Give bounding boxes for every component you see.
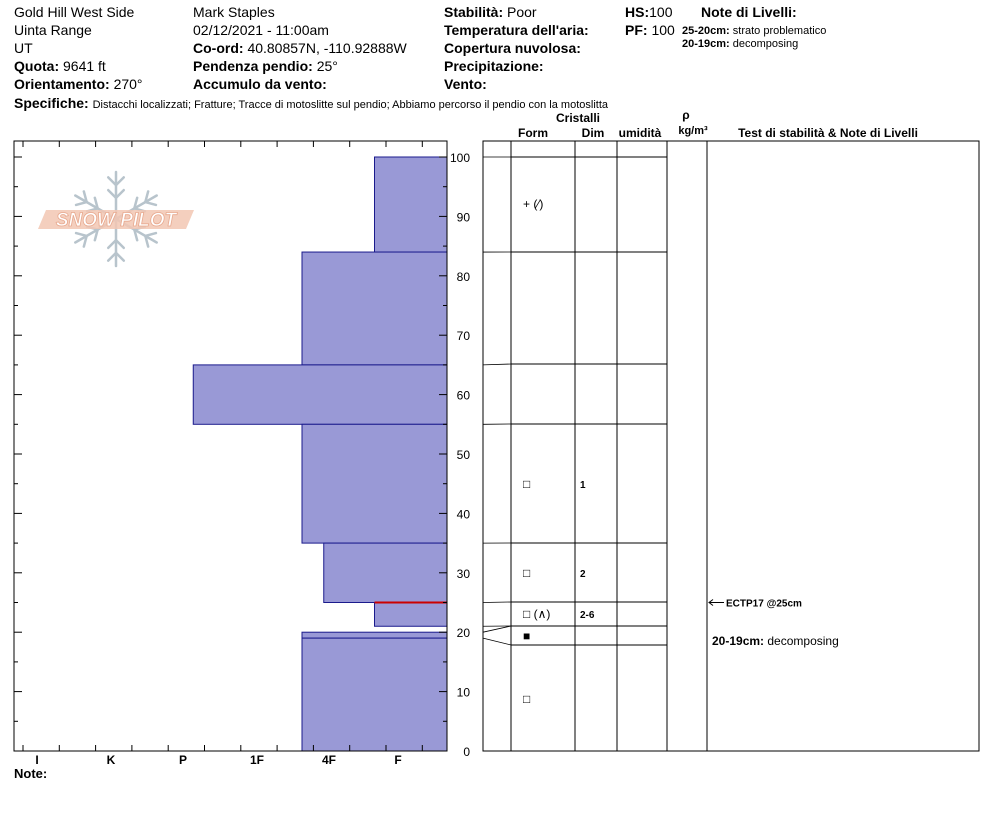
stability-test-label: ECTP17 @25cm [726, 598, 802, 610]
snowflake-branch [76, 202, 87, 205]
crystal-form-symbol: + (⁄) [523, 197, 544, 211]
depth-tick-label: 40 [456, 507, 470, 522]
elevation-value: 9641 ft [63, 58, 106, 74]
notes-label: Note: [14, 766, 48, 781]
snowpilot-logo [38, 172, 194, 266]
layer-note-text: decomposing [732, 38, 799, 50]
rho-header: ρ [682, 108, 690, 122]
snowflake-branch [76, 233, 87, 236]
layer-connector [483, 364, 511, 365]
air-temp-label: Temperatura dell'aria: [444, 22, 589, 38]
observer-name: Mark Staples [193, 4, 275, 20]
test-annotations [709, 599, 839, 649]
range-name: Uinta Range [14, 22, 92, 38]
hs-value: 100 [649, 4, 673, 20]
hardness-tick-label: 1F [249, 753, 265, 767]
depth-tick-label: 80 [456, 269, 470, 284]
layer-note-entry [712, 634, 839, 648]
hardness-axis [35, 753, 401, 767]
hardness-tick-label: 4F [321, 753, 337, 767]
layer-notes-label: Note di Livelli: [701, 4, 797, 20]
hardness-bar [302, 632, 447, 638]
layer-note-entry-depth: 20-19cm: [712, 634, 768, 648]
depth-tick-label: 50 [456, 448, 470, 462]
pf-value: 100 [651, 22, 675, 38]
hardness-bar [375, 603, 448, 627]
depth-tick-label: 20 [456, 626, 470, 641]
snowflake-branch [145, 233, 156, 236]
layer-connector [483, 602, 511, 603]
size-header: Dim [581, 126, 605, 140]
depth-tick-label: 0 [463, 745, 470, 759]
layer-note-depth: 20-19cm: [682, 38, 730, 50]
crystal-form-symbol: ■ [523, 629, 531, 643]
moisture-header: umidità [618, 126, 662, 140]
observation-datetime: 02/12/2021 - 11:00am [193, 22, 329, 38]
coord-label: Co-ord: [193, 40, 244, 56]
form-header: Form [518, 126, 548, 140]
wind-loading-label: Accumulo da vento: [193, 76, 327, 92]
coord-value: 40.80857N, -110.92888W [247, 40, 407, 56]
depth-tick-label: 30 [456, 566, 470, 581]
crystals-header: Cristalli [555, 111, 601, 125]
layer-note-entry-text: decomposing [767, 634, 839, 648]
state-name: UT [14, 40, 33, 56]
density-header: kg/m³ [678, 125, 708, 137]
crystal-form-symbol: □ (∧) [523, 607, 551, 621]
layer-note-depth: 25-20cm: [682, 25, 730, 37]
hardness-bars [193, 157, 447, 751]
specifics-label: Specifiche: [14, 95, 89, 111]
hardness-tick-label: I [35, 753, 39, 767]
hardness-tick-label: F [394, 753, 402, 767]
pf-label: PF: [625, 22, 648, 38]
hardness-bar [302, 424, 447, 543]
layer-note-text: strato problematico [732, 25, 827, 37]
hardness-bar [302, 252, 447, 365]
crystal-size: 2 [580, 569, 586, 580]
hardness-bar [193, 365, 447, 424]
depth-tick-label: 10 [456, 685, 470, 700]
precip-label: Precipitazione: [444, 58, 544, 74]
location-name: Gold Hill West Side [14, 4, 135, 20]
layer-connectors [483, 157, 511, 645]
crystal-form-symbol: □ [523, 692, 531, 706]
logo-text: SNOW PILOT [55, 210, 177, 231]
depth-tick-label: 60 [456, 388, 470, 403]
depth-tick-label: 70 [456, 329, 470, 344]
layer-connector [483, 626, 511, 632]
wind-label: Vento: [444, 76, 487, 92]
depth-tick-label: 90 [456, 210, 470, 225]
hardness-bar [302, 638, 447, 751]
hardness-bar [375, 157, 448, 252]
stability-value: Poor [507, 4, 537, 20]
specifics-value: Distacchi localizzati; Fratture; Tracce di motoslitte sul pendio; Abbiamo percorso il pendio con la motoslitta [92, 99, 608, 111]
aspect-value: 270° [113, 76, 143, 92]
layer-connector [483, 638, 511, 645]
hardness-tick-label: K [106, 753, 116, 767]
table-border [483, 141, 979, 751]
layer-table [483, 141, 979, 751]
slope-label: Pendenza pendio: [193, 58, 313, 74]
crystal-size: 2-6 [580, 610, 595, 621]
hardness-bar [324, 543, 447, 602]
depth-tick-label: 100 [449, 151, 470, 165]
column-headers [518, 108, 918, 140]
tests-header: Test di stabilità & Note di Livelli [738, 126, 918, 140]
slope-value: 25° [316, 58, 338, 74]
crystal-form-symbol: □ [523, 566, 531, 580]
elevation-label: Quota: [14, 58, 60, 74]
hardness-tick-label: P [178, 753, 188, 767]
aspect-label: Orientamento: [14, 76, 110, 92]
hs-label: HS: [625, 4, 650, 20]
crystal-form-symbol: □ [523, 477, 531, 491]
cloud-label: Copertura nuvolosa: [444, 40, 581, 56]
depth-axis [450, 151, 470, 759]
stability-label: Stabilità: [444, 4, 504, 20]
crystal-size: 1 [580, 480, 586, 491]
snowflake-branch [145, 202, 156, 205]
